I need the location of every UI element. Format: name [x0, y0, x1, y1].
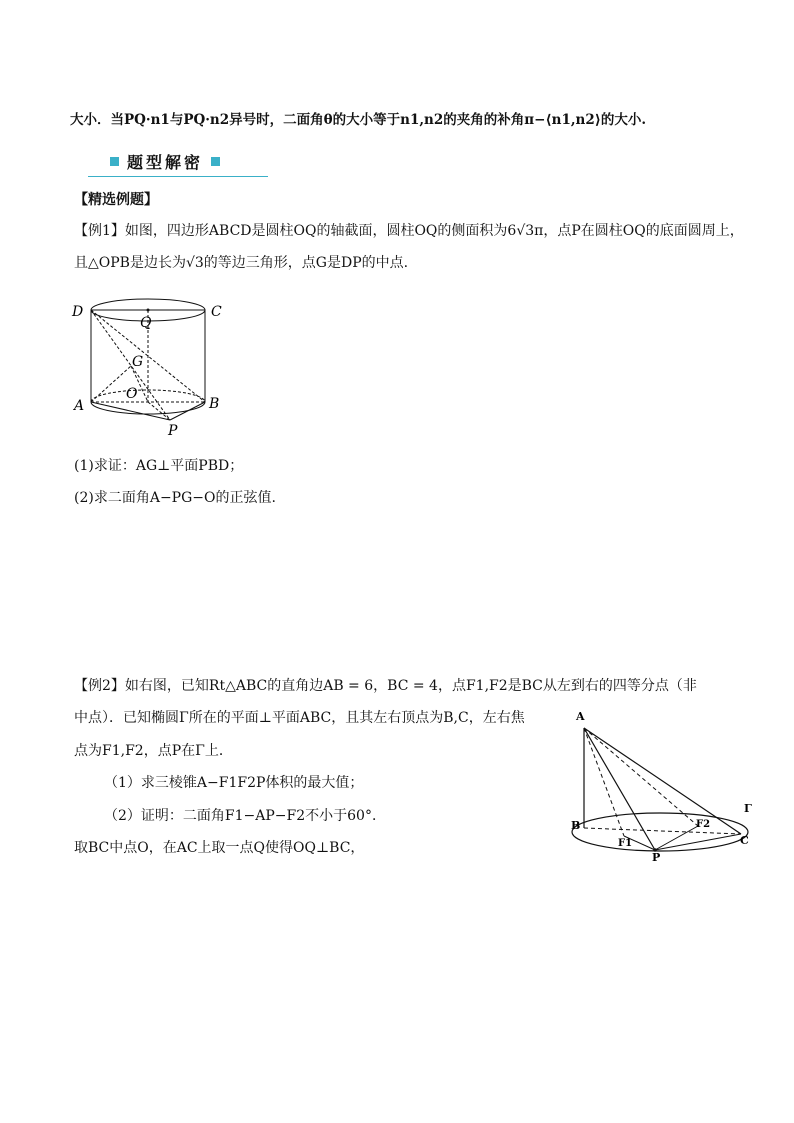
- cylinder-figure: [66, 290, 236, 440]
- section-title: 题型解密: [127, 153, 204, 172]
- example-1-question-2: (2)求二面角A−PG−O的正弦值.: [74, 490, 276, 506]
- label-Q: Q: [140, 315, 152, 331]
- label-O: O: [126, 386, 138, 402]
- example-2-line-4: 取BC中点O，在AC上取一点Q使得OQ⊥BC，: [74, 840, 365, 856]
- example-2-line-3: 点为F1,F2，点P在Γ上．: [74, 743, 233, 759]
- label-B: B: [571, 819, 581, 832]
- label-C: C: [740, 834, 749, 847]
- label-P: P: [168, 423, 178, 439]
- example-2-line-2: 中点）．已知椭圆Γ所在的平面⊥平面ABC，且其左右顶点为B,C，左右焦: [74, 710, 525, 726]
- label-P: P: [652, 851, 661, 864]
- label-Gamma: Γ: [744, 802, 752, 815]
- label-C: C: [211, 304, 222, 320]
- square-bullet-icon: [110, 157, 119, 166]
- label-F2: F2: [696, 819, 711, 830]
- section-header: [88, 150, 268, 174]
- label-B: B: [209, 396, 220, 412]
- example-2-question-2: （2）证明：二面角F1−AP−F2不小于60°．: [104, 808, 386, 824]
- label-F1: F1: [618, 838, 633, 849]
- example-1-line-1: 【例1】如图，四边形ABCD是圆柱OQ的轴截面，圆柱OQ的侧面积为6√3π，点P在圆柱OQ的底面圆周上，: [74, 223, 744, 239]
- cone-ellipse-figure: [560, 700, 760, 865]
- example-2-question-1: （1）求三棱锥A−F1F2P体积的最大值；: [104, 775, 364, 791]
- example-1-question-1: (1)求证：AG⊥平面PBD；: [74, 458, 244, 474]
- square-bullet-icon: [211, 157, 220, 166]
- section-rule: [88, 176, 268, 177]
- example-1-line-2: 且△OPB是边长为√3的等边三角形，点G是DP的中点.: [74, 255, 409, 271]
- label-A: A: [74, 398, 85, 414]
- intro-line: 大小．当PQ·n1与PQ·n2异号时，二面角θ的大小等于n1,n2的夹角的补角π−⟨n1,n2⟩的大小.: [70, 112, 647, 128]
- subheading: 【精选例题】: [74, 192, 158, 208]
- label-D: D: [72, 304, 84, 320]
- example-2-line-1: 【例2】如右图，已知Rt△ABC的直角边AB = 6，BC = 4，点F1,F2是BC从左到右的四等分点（非: [74, 678, 697, 694]
- label-G: G: [132, 354, 144, 370]
- label-A: A: [576, 710, 585, 723]
